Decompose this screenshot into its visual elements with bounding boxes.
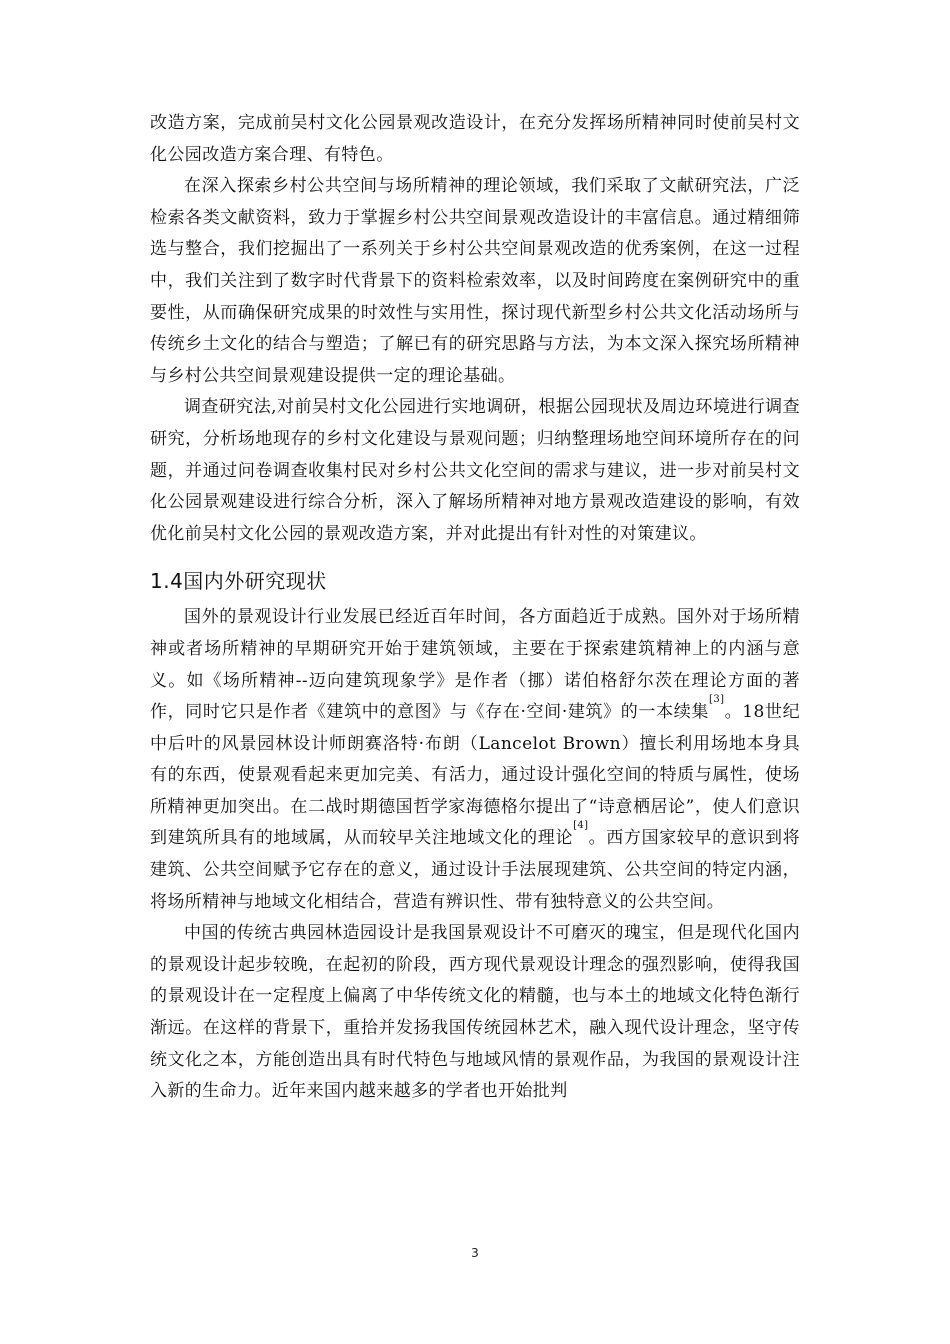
section-heading: 1.4国内外研究现状 bbox=[150, 569, 327, 594]
paragraph-foreign-research bbox=[150, 602, 800, 918]
paragraph-literature-method: 在深入探索乡村公共空间与场所精神的理论领域，我们采取了文献研究法，广泛检索各类文献资料，致力于掌握乡村公共空间景观改造设计的丰富信息。通过精细筛选与整合，我们挖掘出了一系列关于乡村公共空间景观改造的优秀案例，在这一过程中，我们关注到了数字时代背景下的资料检索效率，以及时间跨度在案例研究中的重要性，从而确保研究成果的时效性与实用性，探讨现代新型乡村公共文化活动场所与传统乡土文化的结合与塑造；了解已有的研究思路与方法，为本文深入探究场所精神与乡村公共空间景观建设提供一定的理论基础。 bbox=[150, 176, 800, 386]
citation-3: [3] bbox=[709, 694, 725, 706]
text-segment: 。西方国家较早的意识到将建筑、公共空间赋予它存在的意义，通过设计手法展现建筑、公共空间的特定内涵，将场所精神与地域文化相结合，营造有辨识性、带有独特意义的公共空间。 bbox=[150, 828, 800, 912]
page-number: 3 bbox=[471, 1246, 479, 1260]
paragraph-continuation: 改造方案，完成前吴村文化公园景观改造设计，在充分发挥场所精神同时使前吴村文化公园改造方案合理、有特色。 bbox=[150, 113, 800, 165]
citation-4: [4] bbox=[573, 820, 589, 832]
document-body bbox=[150, 108, 800, 1108]
paragraph-domestic-research: 中国的传统古典园林造园设计是我国景观设计不可磨灭的瑰宝，但是现代化国内的景观设计起步较晚，在起初的阶段，西方现代景观设计理念的强烈影响，使得我国的景观设计在一定程度上偏离了中华传统文化的精髓，也与本土的地域文化特色渐行渐远。在这样的背景下，重拾并发扬我国传统园林艺术，融入现代设计理念，坚守传统文化之本，方能创造出具有时代特色与地域风情的景观作品，为我国的景观设计注入新的生命力。近年来国内越来越多的学者也开始批判 bbox=[150, 923, 800, 1102]
text-segment: 国外的景观设计行业发展已经近百年时间，各方面趋近于成熟。国外对于场所精神或者场所精神的早期研究开始于建筑领域，主要在于探索建筑精神上的内涵与意义。如《场所精神--迈向建筑现象学》是作者（挪）诺伯格舒尔茨在理论方面的著作，同时它只是作者《建筑中的意图》与《存在·空间·建筑》的一本续集 bbox=[150, 607, 800, 723]
paragraph-survey-method: 调查研究法,对前吴村文化公园进行实地调研，根据公园现状及周边环境进行调查研究，分析场地现存的乡村文化建设与景观问题；归纳整理场地空间环境所存在的问题，并通过问卷调查收集村民对乡村公共文化空间的需求与建议，进一步对前吴村文化公园景观建设进行综合分析，深入了解场所精神对地方景观改造建设的影响，有效优化前吴村文化公园的景观改造方案，并对此提出有针对性的对策建议。 bbox=[150, 397, 800, 544]
text-segment: 。18世纪中后叶的风景园林设计师朗赛洛特·布朗（Lancelot Brown）擅长利用场地本身具有的东西，使景观看起来更加完美、有活力，通过设计强化空间的特质与属性，使场所精神更加突出。在二战时期德国哲学家海德格尔提出了“诗意栖居论”，使人们意识到建筑所具有的地域属，从而较早关注地域文化的理论 bbox=[150, 702, 800, 849]
